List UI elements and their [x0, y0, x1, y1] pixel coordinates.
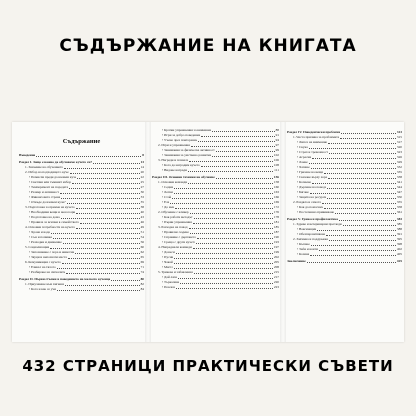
toc-leader-dots: [60, 193, 139, 194]
toc-entry-page: 358: [396, 205, 402, 209]
toc-entry-page: 215: [273, 270, 279, 274]
toc-entry-page: 111: [274, 168, 279, 172]
toc-leader-dots: [72, 183, 140, 184]
toc-entry-label: • Скука: [297, 145, 308, 150]
toc-entry-page: 193: [273, 240, 279, 244]
toc-leader-dots: [328, 178, 396, 179]
toc-entry-page: 326: [396, 155, 402, 159]
toc-entry-page: 65: [140, 255, 144, 259]
toc-leader-dots: [77, 178, 139, 179]
toc-entry-label: • До мен: [162, 205, 174, 210]
toc-entry-page: 391: [396, 232, 402, 236]
toc-entry-label: • Дай лапа: [162, 275, 177, 280]
toc-entry-label: 3. Разходка на повод: [158, 225, 188, 229]
toc-entry-page: 33: [140, 195, 144, 199]
toc-entry-label: 3. Награди и похвала: [158, 158, 189, 162]
toc-entry-label: • Липса на внимание: [297, 140, 327, 145]
toc-leader-dots: [327, 198, 396, 199]
toc-leader-dots: [311, 168, 396, 169]
toc-entry-page: 341: [396, 180, 402, 184]
toc-entry-label: • Откъде да вземем куче?: [29, 200, 66, 205]
toc-leader-dots: [176, 253, 273, 254]
toc-entry-label: • Необходими вещи и аксесоари: [29, 210, 75, 215]
toc-entry-page: 338: [396, 175, 402, 179]
toc-leader-dots: [53, 238, 140, 239]
toc-leader-dots: [194, 273, 273, 274]
toc-entry-label: • Агресия: [297, 155, 311, 160]
toc-entry-page: 82: [140, 282, 144, 286]
page-gutter: [280, 122, 286, 342]
banner-subtitle: 432 СТРАНИЦИ ПРАКТИЧЕСКИ СЪВЕТИ: [22, 357, 394, 375]
toc-entry-label: • Копаене: [297, 180, 311, 185]
toc-leader-dots: [324, 208, 395, 209]
toc-leader-dots: [212, 156, 273, 157]
toc-leader-dots: [339, 220, 396, 221]
toc-entry-page: 69: [140, 260, 144, 264]
toc-entry-label: • Подготовка на дома: [29, 215, 60, 220]
toc-entry-page: 217: [273, 275, 279, 279]
toc-entry-label: • Кога и как се учи: [29, 287, 56, 292]
toc-entry-label: • Постепенно привикване: [297, 210, 334, 215]
toc-leader-dots: [80, 223, 140, 224]
toc-entry-page: 91: [275, 133, 279, 137]
toc-entry-label: • Светлия или тъмният избор: [29, 180, 71, 185]
toc-entry-page: 315: [396, 135, 402, 139]
toc-entry-page: 74: [140, 270, 144, 274]
toc-entry-page: 102: [273, 153, 279, 157]
toc-leader-dots: [176, 288, 273, 289]
toc-entry-label: • Бягане: [297, 190, 309, 195]
toc-leader-dots: [180, 283, 273, 284]
toc-leader-dots: [174, 268, 273, 269]
toc-entry-label: 1. Основни команди: [158, 180, 188, 184]
toc-entry: [19, 153, 144, 158]
toc-leader-dots: [178, 278, 273, 279]
toc-entry-label: • Кратки упражнения за внимание: [162, 128, 211, 133]
toc-entry-page: 187: [273, 230, 279, 234]
toc-entry: [152, 285, 279, 290]
toc-entry-page: 347: [396, 190, 402, 194]
toc-entry-label: • Размер и активност: [29, 190, 59, 195]
toc-entry-page: 62: [140, 250, 144, 254]
toc-entry-label: • Ваксинации: [297, 227, 316, 232]
toc-leader-dots: [57, 290, 140, 291]
toc-leader-dots: [189, 228, 273, 229]
toc-entry-label: • Обезпаразитяване: [297, 232, 325, 237]
toc-entry-label: • Гризане на вещи: [297, 170, 323, 175]
toc-leader-dots: [65, 285, 139, 286]
toc-entry-label: 2. Раздяла и самота: [293, 200, 321, 204]
toc-entry-page: 355: [396, 200, 402, 204]
toc-entry-label: 4. Основни потребности на кучето: [25, 225, 75, 229]
toc-entry-page: 402: [396, 247, 402, 251]
toc-entry-page: 80: [140, 277, 144, 281]
toc-entry-label: 4. Напреднали команди: [158, 245, 192, 249]
toc-entry-label: Заключение: [287, 259, 306, 263]
toc-entry-label: 1. Значение на обучението: [25, 165, 64, 169]
toc-entry-page: 49: [140, 225, 144, 229]
toc-entry-label: • Лаене: [297, 160, 308, 165]
toc-entry: [287, 210, 402, 215]
toc-entry-label: • Разходки и движение: [29, 240, 62, 245]
toc-entry-page: 71: [140, 265, 144, 269]
toc-page-1: [19, 122, 144, 342]
toc-entry-page: 220: [273, 280, 279, 284]
toc-leader-dots: [76, 228, 140, 229]
toc-entry-page: 160: [273, 185, 279, 189]
toc-entry-page: 156: [273, 175, 279, 179]
toc-entry-label: • Среща с други кучета: [162, 240, 195, 245]
toc-entry-page: 106: [273, 158, 279, 162]
toc-leader-dots: [343, 225, 396, 226]
toc-leader-dots: [310, 255, 396, 256]
toc-leader-dots: [340, 138, 396, 139]
toc-leader-dots: [201, 136, 274, 137]
toc-entry-label: • Запознаване с хора и животни: [29, 250, 74, 255]
toc-entry-label: • Занимания за физическа активност: [162, 148, 215, 153]
toc-entry-page: 169: [273, 200, 279, 204]
toc-entry-label: • Седни: [162, 185, 173, 190]
toc-entry-label: • Страх и тревожност: [297, 150, 328, 155]
toc-leader-dots: [63, 243, 140, 244]
toc-leader-dots: [329, 240, 396, 241]
toc-entry-label: • Ела: [162, 200, 169, 205]
toc-entry-page: 13: [140, 160, 144, 164]
toc-leader-dots: [216, 151, 275, 152]
toc-leader-dots: [64, 168, 140, 169]
toc-leader-dots: [188, 183, 273, 184]
toc-entry-page: 51: [140, 230, 144, 234]
toc-entry-label: • Дърпане на повода: [297, 185, 326, 190]
toc-entry-page: 425: [396, 259, 402, 263]
toc-entry-page: 350: [396, 195, 402, 199]
toc-leader-dots: [67, 203, 140, 204]
toc-entry-label: • Справяне с дърпането: [162, 235, 196, 240]
toc-leader-dots: [76, 213, 139, 214]
toc-leader-dots: [174, 188, 273, 189]
toc-entry-page: 172: [273, 205, 279, 209]
toc-entry-label: • Козина: [297, 252, 309, 257]
toc-entry-page: 388: [396, 227, 402, 231]
toc-entry-label: • Първи упражнения: [162, 220, 192, 225]
toc-leader-dots: [111, 280, 139, 281]
toc-entry-label: 6. Комуникация с кучето: [25, 260, 61, 264]
toc-entry-label: • Място: [162, 265, 173, 270]
toc-leader-dots: [324, 173, 396, 174]
toc-entry-label: • Защита на ресурси: [297, 195, 326, 200]
toc-entry-page: 320: [396, 145, 402, 149]
toc-entry-page: 178: [273, 215, 279, 219]
toc-leader-dots: [51, 233, 140, 234]
toc-entry-label: Въведение: [19, 153, 36, 157]
toc-entry-label: • Как да помогнем: [297, 205, 323, 210]
toc-entry-label: • Поклон: [162, 285, 175, 290]
toc-entry-page: 158: [273, 180, 279, 184]
toc-leader-dots: [326, 235, 396, 236]
toc-entry-label: • Легни: [162, 190, 173, 195]
toc-entry-page: 56: [140, 240, 144, 244]
toc-entry-page: 43: [140, 215, 144, 219]
toc-entry-label: Раздел III. Основни техники на обучение: [152, 175, 215, 179]
toc-entry-page: 185: [273, 225, 279, 229]
toc-leader-dots: [190, 233, 273, 234]
toc-leader-dots: [328, 143, 396, 144]
toc-entry-page: 332: [396, 165, 402, 169]
toc-entry-label: 1. Приучаване към хигиена: [25, 282, 65, 286]
toc-leader-dots: [190, 213, 273, 214]
toc-entry-page: 84: [140, 287, 144, 291]
toc-entry: [19, 270, 144, 275]
toc-entry-page: 335: [396, 170, 402, 174]
toc-entry-label: 5. Социализация: [25, 245, 50, 249]
toc-entry-label: 1. Честа причина за проблемите: [293, 135, 340, 139]
toc-entry-label: • Донеси: [162, 250, 175, 255]
toc-entry-page: 176: [273, 210, 279, 214]
toc-entry-page: 398: [396, 242, 402, 246]
toc-entry-page: 14: [140, 165, 144, 169]
toc-leader-dots: [327, 188, 396, 189]
toc-entry-label: • Чакай: [162, 260, 173, 265]
toc-entry-page: 20: [140, 170, 144, 174]
toc-entry-page: 181: [273, 220, 279, 224]
toc-entry-page: 22: [140, 175, 144, 179]
toc-leader-dots: [70, 173, 140, 174]
toc-leader-dots: [175, 208, 273, 209]
toc-entry-page: 27: [140, 185, 144, 189]
toc-leader-dots: [69, 188, 140, 189]
toc-entry-label: • Игри за добро поведение: [162, 133, 200, 138]
toc-entry-label: • Пусни: [162, 255, 173, 260]
toc-entry-label: • Зъби и нокти: [297, 247, 318, 252]
toc-leader-dots: [174, 263, 273, 264]
toc-entry-page: 344: [396, 185, 402, 189]
toc-leader-dots: [76, 208, 140, 209]
banner-title: СЪДЪРЖАНИЕ НА КНИГАТА: [59, 36, 357, 56]
toc-entry-label: • Търкаляне: [162, 280, 179, 285]
toc-entry-label: • Темперамент на породата: [29, 185, 68, 190]
toc-entry-label: • Сън и почивка: [29, 235, 52, 240]
toc-entry: [287, 259, 402, 264]
toc-leader-dots: [188, 171, 273, 172]
toc-entry-label: 2. Игри и упражнения: [158, 143, 190, 147]
toc-leader-dots: [307, 262, 396, 263]
toc-entry-label: • Кога да наградим кучето: [162, 163, 200, 168]
toc-entry-label: Раздел II. Първи стъпки в поведението на малкото кученце: [19, 277, 111, 281]
toc-entry-page: 40: [140, 210, 144, 214]
toc-leader-dots: [174, 193, 273, 194]
toc-entry-label: 2. Хигиена и поддръжка: [293, 237, 328, 241]
toc-page-2: [152, 122, 279, 342]
toc-entry-label: • Правилно ходене: [162, 230, 189, 235]
toc-entry-page: 329: [396, 160, 402, 164]
toc-leader-dots: [75, 253, 139, 254]
toc-leader-dots: [66, 273, 139, 274]
toc-entry-label: 1. Здраве и ветеринарни прегледи: [293, 222, 342, 226]
toc-entry-page: 97: [275, 143, 279, 147]
book-pages: [12, 122, 404, 342]
toc-page-3: [287, 122, 402, 342]
toc-leader-dots: [193, 248, 273, 249]
toc-entry-page: 199: [273, 250, 279, 254]
toc-leader-dots: [312, 158, 396, 159]
toc-entry-page: 166: [273, 195, 279, 199]
toc-entry-label: 3. Подготовка за приема на кучето: [25, 205, 75, 209]
toc-list: [287, 130, 402, 264]
toc-leader-dots: [191, 146, 275, 147]
toc-entry-label: • Правила за всички в семейството: [29, 220, 79, 225]
toc-leader-dots: [36, 156, 141, 157]
toc-leader-dots: [311, 245, 396, 246]
toc-entry-page: 99: [275, 148, 279, 152]
toc-entry-page: 395: [396, 237, 402, 241]
toc-entry-page: 25: [140, 180, 144, 184]
toc-entry-page: 202: [273, 255, 279, 259]
toc-entry-page: 323: [396, 150, 402, 154]
toc-list: [152, 128, 279, 290]
page-gutter: [145, 122, 151, 342]
toc-entry-page: 46: [140, 220, 144, 224]
toc-entry-label: • Видове награди: [162, 168, 187, 173]
toc-entry-page: 94: [275, 138, 279, 142]
toc-entry-label: • Как работи методът: [162, 215, 193, 220]
toc-leader-dots: [212, 131, 274, 132]
toc-entry-page: 385: [396, 222, 402, 226]
toc-entry-label: Раздел IV. Поведенчески проблеми: [287, 130, 341, 134]
toc-entry-label: • Занимания за умствено развитие: [162, 153, 211, 158]
toc-entry-label: • Стой: [162, 195, 171, 200]
toc-list: [19, 153, 144, 292]
toc-entry-page: 60: [140, 245, 144, 249]
toc-entry-page: 197: [273, 245, 279, 249]
toc-entry-label: • Учене чрез повторение: [162, 138, 197, 143]
toc-leader-dots: [197, 238, 273, 239]
toc-leader-dots: [216, 178, 273, 179]
toc-entry-label: 2. Избор на подходящото куче: [25, 170, 69, 174]
toc-leader-dots: [310, 193, 396, 194]
toc-entry-label: • Разбиране на сигналите: [29, 270, 65, 275]
toc-leader-dots: [50, 248, 140, 249]
toc-leader-dots: [170, 203, 273, 204]
toc-entry-label: • Храна и вода: [29, 230, 50, 235]
toc-entry-page: 317: [396, 140, 402, 144]
toc-entry-page: 108: [273, 163, 279, 167]
toc-leader-dots: [329, 153, 396, 154]
toc-leader-dots: [193, 223, 273, 224]
toc-entry-label: 2. Обучение с кликер: [158, 210, 189, 214]
toc-entry-page: 30: [140, 190, 144, 194]
toc-entry-page: 205: [273, 260, 279, 264]
toc-leader-dots: [57, 268, 140, 269]
toc-entry-page: 405: [396, 252, 402, 256]
toc-leader-dots: [93, 163, 139, 164]
toc-leader-dots: [201, 166, 273, 167]
toc-entry-label: 5. Трикове и забавления: [158, 270, 193, 274]
toc-leader-dots: [196, 243, 272, 244]
toc-entry-page: 35: [140, 200, 144, 204]
toc-leader-dots: [309, 148, 396, 149]
toc-leader-dots: [68, 258, 140, 259]
toc-entry: [287, 252, 402, 257]
toc-leader-dots: [61, 198, 139, 199]
toc-entry-label: • Помисли преди да вземеш куче: [29, 175, 76, 180]
toc-entry-page: 38: [140, 205, 144, 209]
toc-entry-label: Раздел I. Защо е важно да обучаваме кучето си?: [19, 160, 93, 164]
toc-leader-dots: [335, 213, 396, 214]
toc-entry-label: • Финансовата страна: [29, 195, 60, 200]
toc-entry-page: 163: [273, 190, 279, 194]
toc-leader-dots: [61, 218, 140, 219]
toc-entry-page: 8: [142, 153, 144, 157]
toc-title: Съдържание: [62, 138, 101, 145]
toc-entry-page: 88: [275, 128, 279, 132]
toc-entry-page: 190: [273, 235, 279, 239]
toc-leader-dots: [309, 163, 396, 164]
toc-leader-dots: [62, 263, 140, 264]
toc-leader-dots: [172, 198, 273, 199]
toc-entry: [19, 287, 144, 292]
toc-leader-dots: [322, 203, 396, 204]
toc-leader-dots: [194, 218, 273, 219]
toc-entry-label: • Звуци и непознати места: [29, 255, 67, 260]
toc-leader-dots: [341, 133, 396, 134]
toc-leader-dots: [312, 183, 396, 184]
toc-entry-page: 208: [273, 265, 279, 269]
toc-leader-dots: [319, 250, 396, 251]
toc-leader-dots: [189, 161, 273, 162]
toc-entry: [152, 168, 279, 173]
toc-leader-dots: [198, 141, 274, 142]
toc-entry-label: • Хапане: [297, 165, 310, 170]
toc-entry-page: 223: [273, 285, 279, 289]
toc-entry-label: Раздел V. Грижа и профилактика: [287, 217, 338, 221]
toc-leader-dots: [174, 258, 273, 259]
toc-entry-page: 383: [396, 217, 402, 221]
toc-entry-page: 361: [396, 210, 402, 214]
toc-entry-label: • Езикът на тялото: [29, 265, 56, 270]
toc-entry-page: 313: [396, 130, 402, 134]
toc-entry-label: • Скачане върху хора: [297, 175, 327, 180]
toc-entry-page: 54: [140, 235, 144, 239]
toc-entry-label: • Къпане: [297, 242, 310, 247]
toc-leader-dots: [317, 230, 395, 231]
